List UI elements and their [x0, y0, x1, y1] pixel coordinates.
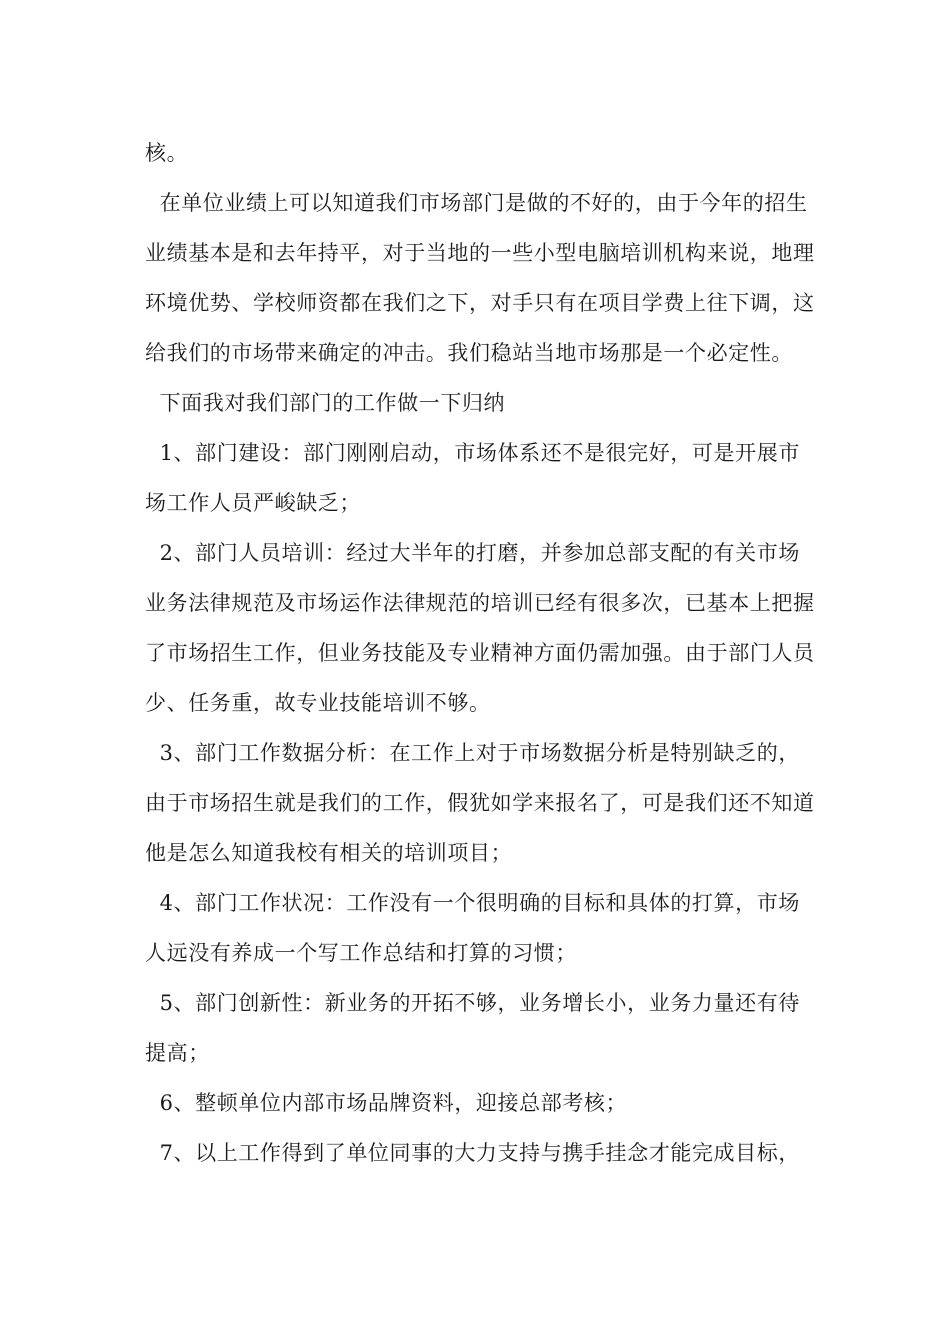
list-item-6: 6、整顿单位内部市场品牌资料，迎接总部考核；: [145, 1091, 628, 1115]
paragraph-summary-intro: 下面我对我们部门的工作做一下归纳: [145, 391, 506, 415]
document-body: [145, 128, 820, 1178]
list-item-3: 3、部门工作数据分析：在工作上对于市场数据分析是特别缺乏的，由于市场招生就是我们的工作，假犹如学来报名了，可是我们还不知道他是怎么知道我校有相关的培训项目；: [145, 741, 815, 865]
list-item-4: 4、部门工作状况：工作没有一个很明确的目标和具体的打算，市场人远没有养成一个写工作总结和打算的习惯；: [145, 891, 800, 965]
list-item-7: 7、以上工作得到了单位同事的大力支持与携手挂念才能完成目标，: [145, 1141, 800, 1165]
paragraph-performance: 在单位业绩上可以知道我们市场部门是做的不好的，由于今年的招生业绩基本是和去年持平，对于当地的一些小型电脑培训机构来说，地理环境优势、学校师资都在我们之下，对手只有在项目学费上往下调，这给我们的市场带来确定的冲击。我们稳站当地市场那是一个必定性。: [145, 191, 815, 365]
paragraph-fragment: 核。: [145, 141, 189, 165]
list-item-5: 5、部门创新性：新业务的开拓不够，业务增长小，业务力量还有待提高；: [145, 991, 800, 1065]
list-item-2: 2、部门人员培训：经过大半年的打磨，并参加总部支配的有关市场业务法律规范及市场运作法律规范的培训已经有很多次，已基本上把握了市场招生工作，但业务技能及专业精神方面仍需加强。由于部门人员少、任务重，故专业技能培训不够。: [145, 541, 815, 715]
list-item-1: 1、部门建设：部门刚刚启动，市场体系还不是很完好，可是开展市场工作人员严峻缺乏；: [145, 441, 800, 515]
